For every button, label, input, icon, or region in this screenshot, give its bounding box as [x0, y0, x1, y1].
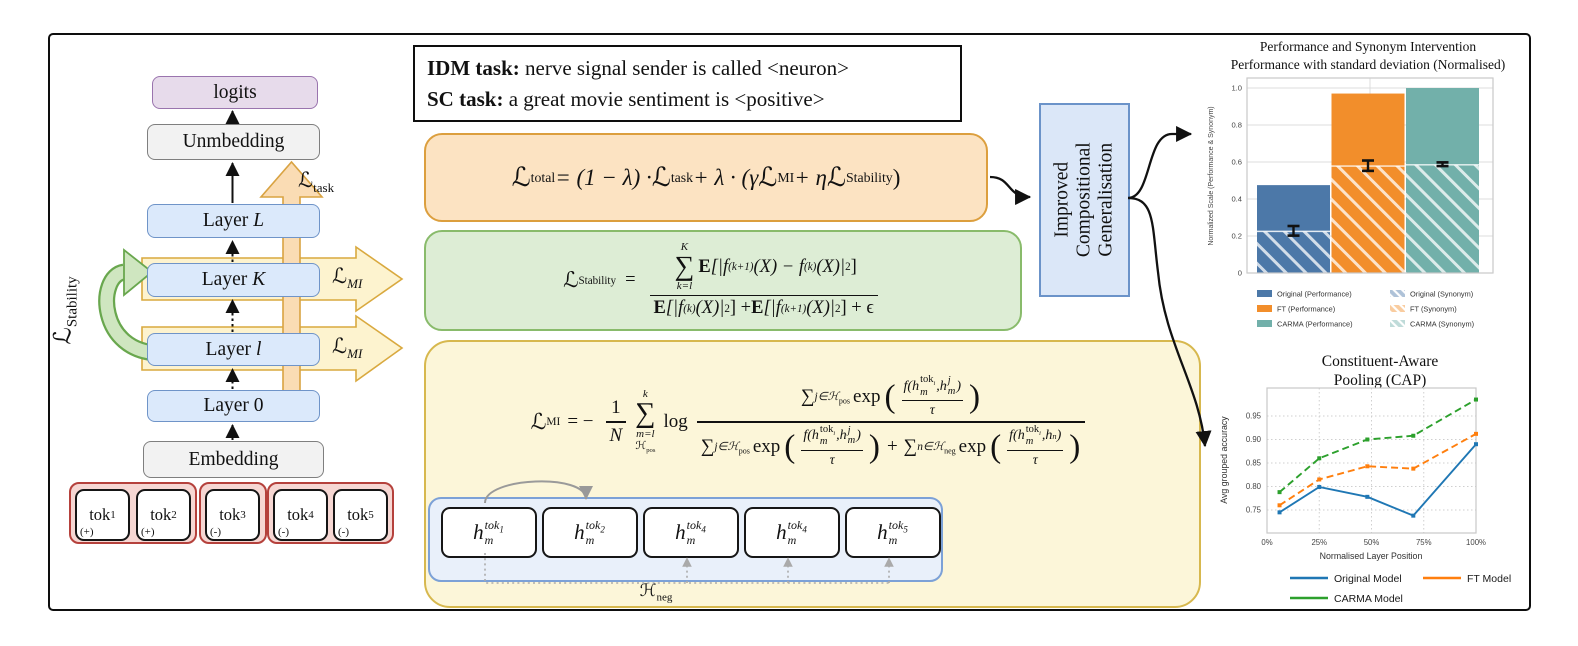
token-sign: (+)	[141, 526, 155, 538]
bar-legend-label: FT (Synonym)	[1410, 304, 1457, 314]
bar-ytick: 0	[1237, 268, 1242, 278]
embedding-box: Embedding	[143, 441, 324, 478]
mi-loss-label-bottom: ℒ$_{MI}$	[332, 334, 363, 361]
token-sign: (+)	[80, 526, 94, 538]
line-ytick: 0.75	[1245, 505, 1261, 515]
hidden-states-container	[428, 497, 943, 582]
token-box-3: tok 3 (-)	[205, 489, 260, 541]
token-box-2: tok 2 (+)	[136, 489, 191, 541]
idm-task-line: IDM task: nerve signal sender is called <neuron>	[427, 56, 849, 80]
line-ylabel: Avg grouped accuracy	[1219, 416, 1229, 504]
token-box-1: tok 1 (+)	[75, 489, 130, 541]
line-ytick: 0.90	[1245, 435, 1261, 445]
line-legend-label: CARMA Model	[1334, 592, 1403, 605]
token-box-4: tok 4 (-)	[273, 489, 328, 541]
logits-label: logits	[213, 81, 257, 103]
bar-legend-label: CARMA (Synonym)	[1410, 319, 1475, 329]
task-examples-box	[413, 45, 962, 122]
sc-task-line: SC task: a great movie sentiment is <positive>	[427, 87, 825, 112]
line-xlabel: Normalised Layer Position	[1319, 551, 1423, 561]
bar-chart-title: Performance and Synonym Intervention Performance with standard deviation (Normalised)	[1230, 39, 1506, 73]
line-chart-title: Constituent-Aware Pooling (CAP)	[1321, 353, 1439, 390]
h-neg-label: ℋ$_{neg}$	[639, 581, 673, 604]
bar-legend	[1257, 290, 1474, 329]
line-legend	[1290, 573, 1511, 605]
hidden-state-5: h tok$_5$ m	[845, 507, 941, 558]
bar-ytick: 0.4	[1231, 194, 1242, 204]
bars	[1257, 88, 1479, 273]
line-xtick: 25%	[1311, 538, 1328, 547]
bar-legend-label: FT (Performance)	[1277, 304, 1336, 314]
bar-ytick: 0.6	[1231, 157, 1242, 167]
token-group-positive	[69, 482, 197, 544]
line-chart	[1205, 350, 1535, 610]
layer-K-box: Layer K	[147, 263, 320, 297]
task-loss-label: ℒ$_{task}$	[298, 168, 335, 195]
line-xtick: 75%	[1415, 538, 1432, 547]
line-xtick: 100%	[1466, 538, 1486, 547]
bar-ylabel: Normalized Scale (Performance & Synonym)	[1208, 106, 1215, 246]
line-legend-label: FT Model	[1467, 572, 1512, 585]
bar-ytick: 0.8	[1231, 120, 1242, 130]
token-group-neg-2	[267, 482, 394, 544]
synonym-hatch-bar	[1257, 231, 1330, 273]
hidden-state-4: h tok$_4$ m	[744, 507, 840, 558]
mi-equation: ℒ MI = − $\frac{1}{N}$ k ∑ m=l ℋ$_{pos}$ log ∑ j∈ℋ$_{pos}$ exp ( f(h tok$_i$ m ,h j m ) τ ) ∑ j∈ℋ$_{pos}$ exp ( f(h tok$_i$ m ,h j m ) τ ) + ∑ n∈ℋ$_{neg}$ exp ( f(h tok$_i$ m ,h n ) τ )	[432, 352, 1189, 492]
total-loss-equation: ℒ total = (1 − λ) · ℒ task + λ · (γ ℒ MI + η ℒ Stability )	[511, 162, 901, 193]
synonym-hatch-bar	[1332, 166, 1405, 273]
stability-equation-box	[424, 230, 1022, 331]
line-gridlines	[1267, 388, 1476, 533]
token-group-neg-1	[199, 482, 267, 544]
unembedding-label: Unmbedding	[182, 131, 285, 152]
stability-loss-label: ℒ$_{Stability}$	[48, 275, 81, 345]
mi-loss-label-top: ℒ$_{MI}$	[332, 264, 363, 291]
line-legend-label: Original Model	[1334, 572, 1402, 585]
unembedding-box	[147, 124, 320, 160]
bar-legend-label: CARMA (Performance)	[1277, 319, 1353, 329]
bar-chart	[1202, 60, 1538, 340]
token-sign: (-)	[338, 526, 349, 538]
bar-legend-label: Original (Synonym)	[1410, 289, 1474, 299]
token-sign: (-)	[210, 526, 221, 538]
hidden-state-3: h tok$_4$ m	[643, 507, 739, 558]
line-ytick: 0.80	[1245, 482, 1261, 492]
line-ytick: 0.85	[1245, 458, 1261, 468]
line-xtick: 50%	[1363, 538, 1380, 547]
hidden-state-2: h tok$_2$ m	[542, 507, 638, 558]
token-sign: (-)	[278, 526, 289, 538]
total-loss-equation-box	[424, 133, 988, 222]
layer-L-box: Layer L	[147, 204, 320, 238]
synonym-hatch-bar	[1406, 165, 1479, 273]
logits-box	[152, 76, 318, 109]
stability-equation: ℒ Stability = K ∑ k=l E [|f (k+1) (X) − f (k) (X)| 2 ] E [|f (k) (X)| 2 ] + E [|f (k+1) (X)| 2 ] + ϵ	[563, 242, 883, 319]
improved-compositional-generalisation-box: Improved Compositional Generalisation	[1039, 103, 1130, 297]
layer-l-box: Layer l	[147, 333, 320, 366]
line-ytick: 0.95	[1245, 411, 1261, 421]
bar-ytick: 0.2	[1231, 231, 1242, 241]
bar-legend-label: Original (Performance)	[1277, 289, 1352, 299]
bar-ytick: 1.0	[1231, 83, 1242, 93]
token-box-5: tok 5 (-)	[333, 489, 388, 541]
hidden-state-1: h tok$_1$ m	[441, 507, 537, 558]
line-xtick: 0%	[1261, 538, 1273, 547]
layer-0-box: Layer 0	[147, 390, 320, 422]
